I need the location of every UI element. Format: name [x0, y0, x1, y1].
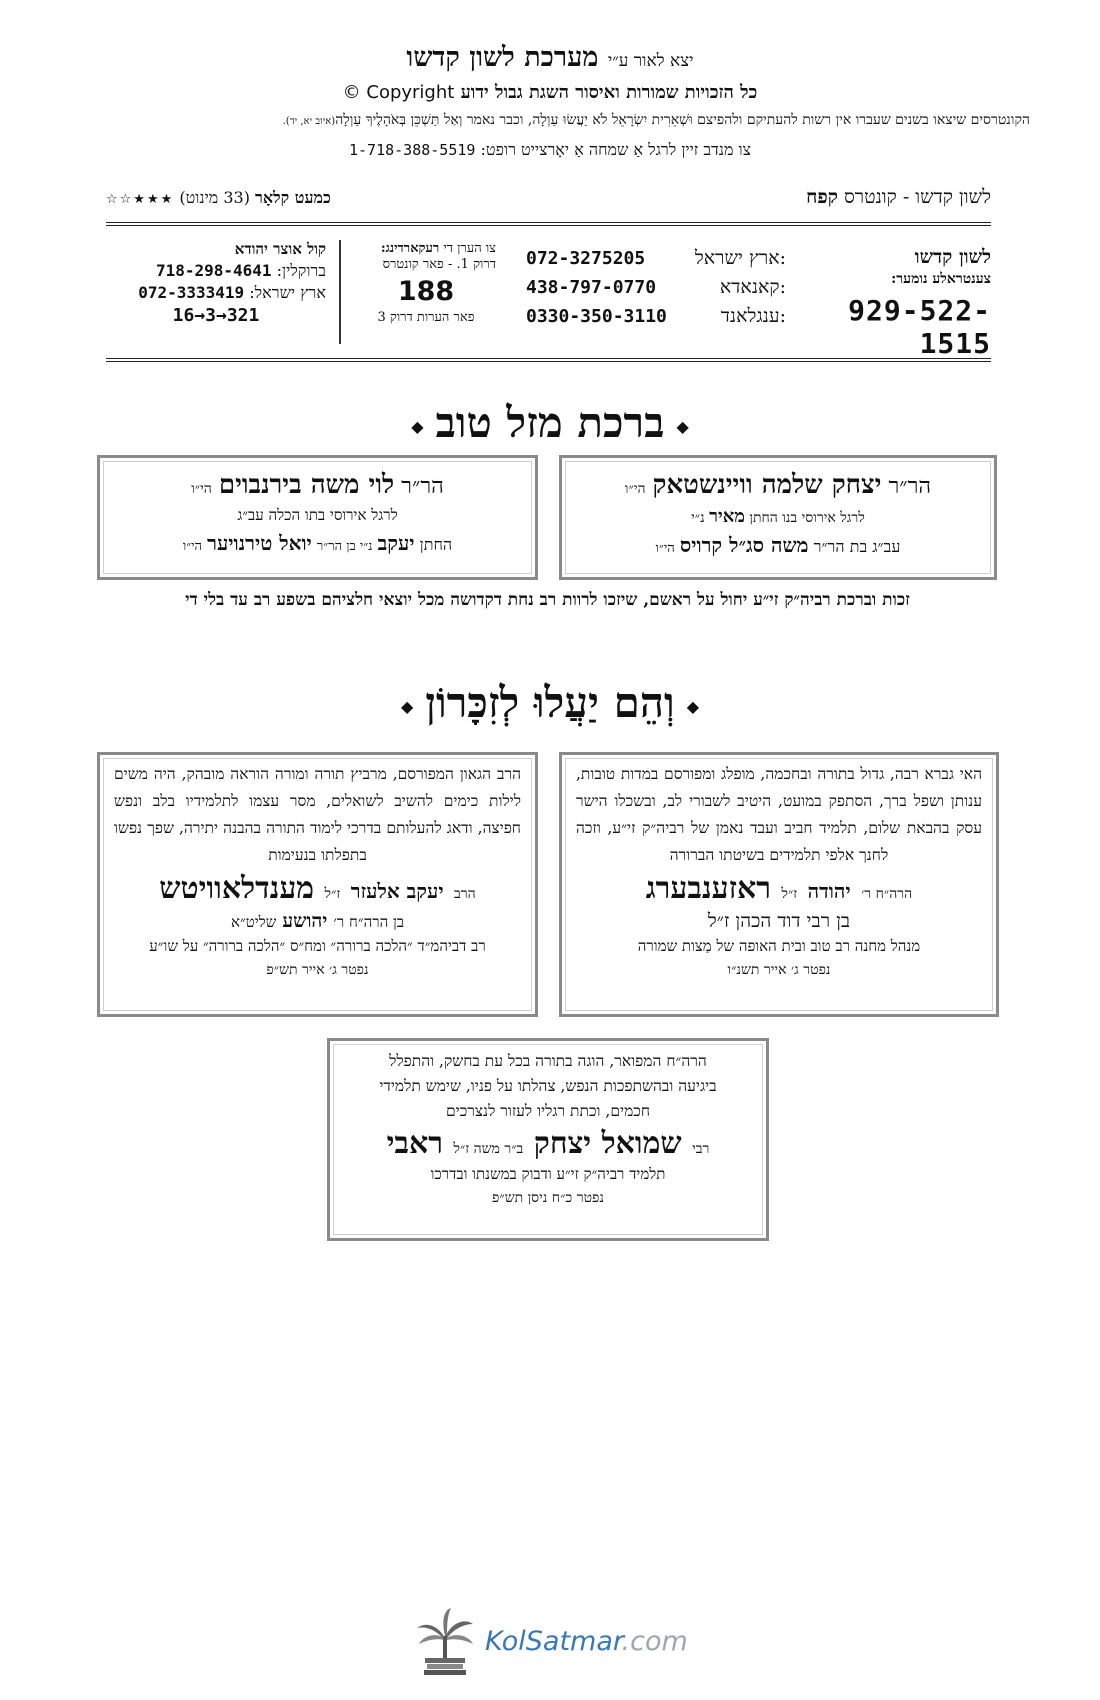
name-prefix: הרה״ח ר׳: [861, 886, 913, 902]
donate-line: [0, 140, 1100, 160]
kuntres-title: [806, 186, 991, 209]
zchus-blessing: זכות וברכת רביה״ק זי״ע יחול על ראשם, שיזכו לרוות רב נחת דקדושה מכל יוצאי חלציהם בשפע רב עד בלי די: [185, 590, 910, 610]
country-phones: [526, 244, 786, 376]
memorial-role: מנהל מחנה רב טוב ובית האופה של מַצות שמורה: [637, 937, 921, 955]
copyright-line: [0, 82, 1100, 103]
copyright-text: Copyright ©: [342, 82, 455, 103]
kol-israel-phone[interactable]: 072-3333419: [138, 283, 245, 302]
memorial-box: [559, 752, 999, 1017]
memorial-name: [100, 871, 535, 906]
memorial-role: תלמיד רביה״ק זי״ע ודבוק במשנתו ובדרכו: [430, 1165, 666, 1183]
rights-reserved-text: כל הזכויות שמורות ואיסור השגת גבול ידוע: [460, 82, 758, 103]
country-phone[interactable]: 0330-350-3110: [526, 306, 667, 327]
mazal-tov-parent: [100, 470, 535, 500]
mazal-tov-occasion: לרגל אירוסי בתו הכלה עב״ג: [237, 506, 398, 524]
title-suffix: הי״ו: [655, 541, 675, 556]
kol-brooklyn-label: ברוקלין:: [276, 261, 326, 280]
memorial-date: נפטר ג׳ אייר תשנ״ו: [727, 962, 831, 978]
rating-stars-icon: ★★★☆☆: [106, 192, 175, 207]
kol-israel: [106, 283, 326, 303]
diamond-bullet-icon: ◆: [676, 416, 689, 436]
central-subtitle: צענטראלע נומער:: [891, 271, 991, 287]
kol-israel-label: ארץ ישראל:: [249, 283, 326, 302]
reprint-notice-ref: (איוב יא, יד).: [282, 116, 336, 127]
parent-name: לוי משה בירנבוים: [218, 470, 395, 500]
chosson-name: מאיר: [709, 506, 745, 527]
country-phone[interactable]: 072-3275205: [526, 248, 646, 269]
mechutan-text: עב״ג בת הר״ר: [813, 537, 901, 556]
kol-title: קול אוצר יהודא: [234, 240, 326, 258]
central-title: לשון קדשו: [914, 246, 991, 268]
publisher-name: מערכת לשון קדשו: [406, 42, 599, 73]
info-divider: [339, 240, 341, 344]
mechutan-name: יואל טירנויער: [207, 531, 312, 555]
last-name: ראזענבערג: [645, 871, 771, 906]
mazal-tov-heading: [0, 398, 1100, 448]
contact-info-box: [106, 222, 991, 362]
diamond-bullet-icon: ◆: [400, 696, 414, 716]
country-phone[interactable]: 438-797-0770: [526, 277, 657, 298]
father-suffix: שליט״א: [230, 913, 277, 931]
publisher-line: [0, 42, 1100, 73]
occasion-text: לרגל אירוסי בנו החתן: [749, 510, 865, 526]
kol-sequence: 16→3→321: [172, 305, 260, 326]
palm-tree-books-icon: [415, 1608, 475, 1676]
father-prefix: בן הרה״ח ר׳: [333, 913, 405, 931]
diamond-bullet-icon: ◆: [411, 416, 424, 436]
recording-title-b: רעקארדינג:: [380, 241, 440, 256]
mazal-tov-mechutan: [562, 533, 994, 558]
memorial-description: הרב הגאון המפורסם, מרביץ תורה ומורה הוראה מובהק, היה משים לילות כימים להשיב לשואלים, מסר עצמו לתלמידיו בלב ונפש חפיצה, ודאג להעלותם בדרכי לימוד התורה בהבנה יתירה, שפך נפשו בתפלתו בנעימות: [114, 765, 521, 864]
memorial-role: רב דביהמ״ד ״הלכה ברורה״ ומח״ס ״הלכה ברורה״ על שו״ע: [149, 937, 486, 955]
title-suffix: נ״י: [691, 510, 705, 526]
kuntres-prefix: לשון קדשו - קונטרס: [843, 186, 991, 208]
name-prefix: רבי: [692, 1141, 710, 1157]
first-name: יהודה: [807, 879, 851, 903]
last-name: ראבי: [386, 1126, 443, 1161]
chosson-name: יעקב: [377, 531, 415, 555]
diamond-bullet-icon: ◆: [686, 696, 700, 716]
father-name: ב״ר משה ז״ל: [453, 1141, 524, 1157]
reprint-notice: [70, 112, 1030, 129]
kol-otzar-block: [106, 240, 326, 372]
memorial-father: בן רבי דוד הכהן ז״ל: [707, 910, 851, 932]
zl-suffix: ז״ל: [781, 886, 798, 902]
title-suffix: הי״ו: [624, 481, 646, 497]
logo-name: KolSatmar: [485, 1626, 622, 1657]
central-phone[interactable]: 929-522-1515: [848, 294, 991, 360]
kol-brooklyn-phone[interactable]: 718-298-4641: [155, 261, 272, 280]
chosson-label: החתן: [419, 535, 453, 554]
country-label: ארץ ישראל:: [694, 247, 786, 269]
reprint-notice-text: הקונטרסים שיצאו בשנים שעברו אין רשות להעתיקם ולהפיצם וּשְׁאֵרִית יִשְׂרָאֵל לֹא יַעֲשׂוּ עַוְלָה, וכבר נאמר וְאַל תַּשְׁכֵּן בְּאֹהָלֶיךָ עַוְלָה: [335, 112, 1030, 128]
memorial-box: [97, 752, 538, 1017]
kolsatmar-logo[interactable]: [415, 1608, 705, 1678]
mazal-tov-occasion: [562, 506, 994, 527]
publisher-prefix: יצא לאור ע״י: [607, 51, 694, 71]
mechutan-text: נ״י בן הר״ר: [316, 539, 373, 554]
title-suffix: הי״ו: [191, 481, 212, 497]
first-name: שמואל יצחק: [533, 1126, 682, 1161]
first-name: יעקב אלעזר: [350, 879, 444, 903]
mazal-tov-box: [97, 455, 538, 580]
logo-domain: .com: [621, 1626, 688, 1657]
title-prefix: הר״ר: [401, 474, 444, 499]
country-phone-row: [526, 273, 786, 302]
recording-instruction: דרוק 1. - פאר קונטרס: [382, 257, 496, 272]
recording-block: [356, 240, 496, 372]
father-name: יהושע: [282, 910, 328, 932]
memorial-title: וְהֵם יַעֲלוּ לְזִכָּרוֹן: [425, 678, 675, 727]
memorial-father: [100, 910, 535, 933]
parent-name: יצחק שלמה וויינשטאק: [652, 470, 882, 500]
mechutan-name: משה סג״ל קרויס: [679, 533, 809, 557]
title-prefix: הר״ר: [888, 474, 932, 499]
memorial-heading: [0, 678, 1100, 728]
mazal-tov-mechutan: [100, 531, 535, 556]
country-label: ענגלאנד:: [720, 305, 786, 327]
last-name: מענדלאוויטש: [159, 871, 315, 906]
mazal-tov-title: ברכת מזל טוב: [435, 398, 665, 447]
memorial-name: [330, 1126, 766, 1161]
recording-title: [356, 240, 496, 256]
memorial-date: נפטר ג׳ אייר תש״פ: [266, 962, 369, 978]
memorial-description: האי גברא רבה, גדול בתורה ובחכמה, מופלג ומפורסם במדות טובות, ענותן ושפל ברך, הסתפק במועט, היטיב לשבורי לב, ובשכלו הישר עסק בהבאת שלום, תלמיד חביב ועבד נאמן של רביה״ק זי״ע, וזכה לחנך אלפי תלמידים בשיטתו הברורה: [576, 765, 982, 864]
memorial-box: [327, 1038, 769, 1241]
donate-phone[interactable]: 1-718-388-5519: [349, 141, 476, 159]
length-info: [106, 188, 331, 208]
country-phone-row: [526, 302, 786, 331]
recording-notes: פאר הערות דרוק 3: [377, 310, 475, 325]
donate-text: צו מנדב זיין לרגל אַ שמחה אַ יאָרצייט רופט:: [480, 140, 751, 159]
logo-text: [485, 1626, 688, 1657]
mazal-tov-box: [559, 455, 997, 580]
kol-brooklyn: [106, 261, 326, 281]
recording-title-a: צו הערן די: [443, 241, 496, 256]
length-label: כמעט קלאָר: [255, 188, 331, 207]
recording-number: 188: [397, 276, 455, 307]
country-phone-row: [526, 244, 786, 273]
mazal-tov-parent: [562, 470, 994, 500]
memorial-description: הרה״ח המפואר, הוגה בתורה בכל עת בחשק, והתפלל ביגיעה ובהשתפכות הנפש, צהלתו על פניו, שימש תלמידי חכמים, וכתת רגליו לעזור לנצרכים: [379, 1052, 717, 1120]
memorial-date: נפטר כ״ח ניסן תש״פ: [492, 1190, 604, 1206]
title-suffix: הי״ו: [182, 539, 203, 554]
kuntres-name: קפח: [806, 186, 838, 208]
name-prefix: הרב: [454, 886, 476, 902]
length-minutes: (33 מינוט): [179, 188, 250, 207]
zl-suffix: ז״ל: [324, 886, 341, 902]
central-number-block: [801, 246, 991, 378]
kuntres-title-row: [106, 186, 991, 214]
memorial-name: [562, 871, 996, 906]
country-label: קאנאדא:: [719, 276, 786, 298]
